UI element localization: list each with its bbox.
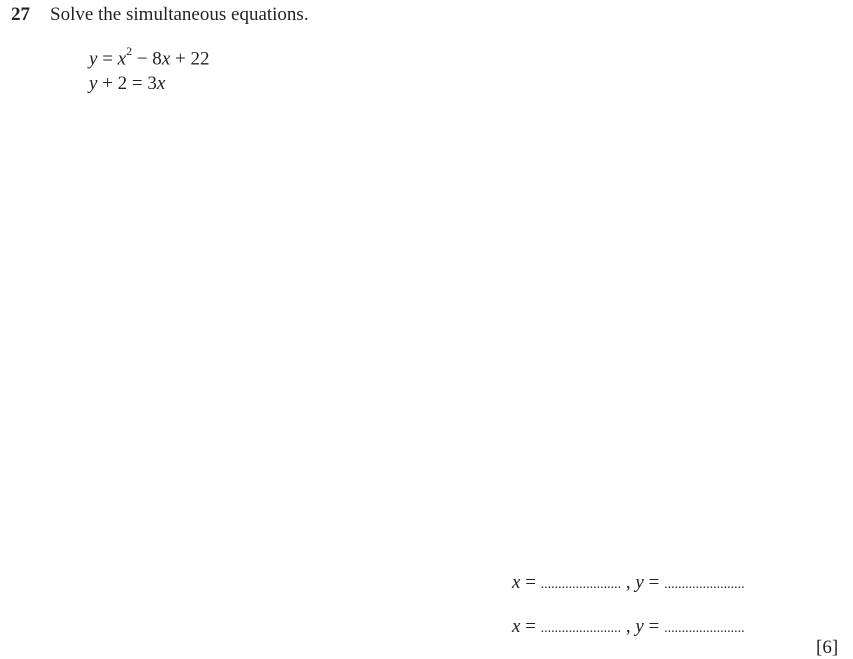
- answer1-x-equals: =: [520, 572, 541, 593]
- eq1-constant: + 22: [170, 48, 210, 70]
- answer1-x-field[interactable]: .......................: [540, 577, 622, 592]
- answer2-x-field[interactable]: .......................: [540, 621, 622, 636]
- marks-label: [6]: [816, 637, 839, 658]
- eq2-rest: + 2 = 3: [97, 73, 157, 94]
- question-text: Solve the simultaneous equations.: [50, 4, 309, 25]
- eq2-x: x: [156, 73, 166, 94]
- answer-line-2: [512, 616, 745, 638]
- answer1-x-var: x: [512, 572, 521, 593]
- answer1-y-equals: =: [643, 572, 665, 593]
- answer2-y-field[interactable]: .......................: [664, 621, 745, 636]
- eq1-y: y: [89, 48, 98, 70]
- answer2-y-var: y: [635, 616, 644, 637]
- eq1-equals: =: [97, 48, 118, 70]
- answer2-x-equals: =: [520, 616, 541, 637]
- equation-1: [89, 46, 209, 70]
- answer1-y-field[interactable]: .......................: [664, 577, 745, 592]
- answer1-y-var: y: [635, 572, 644, 593]
- answer2-y-equals: =: [643, 616, 665, 637]
- answer-line-1: [512, 572, 745, 594]
- answer2-separator: ,: [621, 616, 636, 637]
- eq1-term2-coef: − 8: [132, 48, 162, 70]
- answer2-x-var: x: [512, 616, 521, 637]
- eq1-exponent: 2: [126, 44, 133, 58]
- eq1-term2-x: x: [161, 48, 171, 70]
- answer1-separator: ,: [621, 572, 636, 593]
- eq2-y: y: [89, 73, 98, 94]
- eq1-x: x: [117, 48, 127, 70]
- question-number: 27: [11, 4, 30, 25]
- equation-2: [89, 73, 165, 95]
